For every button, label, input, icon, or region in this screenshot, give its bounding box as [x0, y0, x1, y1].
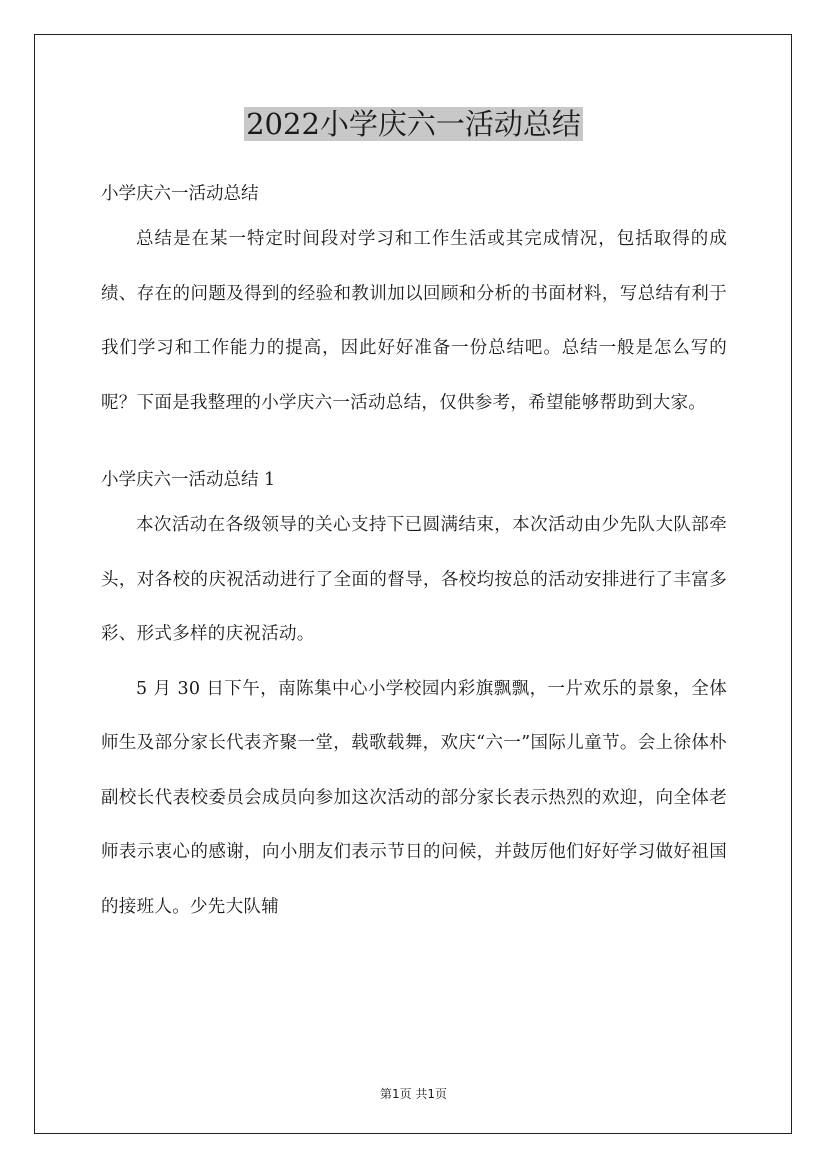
body-paragraph-1: 本次活动在各级领导的关心支持下已圆满结束，本次活动由少先队大队部牵头，对各校的庆祝活动进行了全面的督导，各校均按总的活动安排进行了丰富多彩、形式多样的庆祝活动。: [101, 515, 727, 644]
body-paragraph-2: 5 月 30 日下午，南陈集中心小学校园内彩旗飘飘，一片欢乐的景象，全体师生及部分家长代表齐聚一堂，载歌载舞，欢庆“六一”国际儿童节。会上徐体朴副校长代表校委员会成员向参加这次活动的部分家长表示热烈的欢迎，向全体老师表示衷心的感谢，向小朋友们表示节日的问候，并鼓厉他们好好学习做好祖国的接班人。少先大队辅: [101, 678, 727, 917]
section-heading-1: 小学庆六一活动总结 1: [101, 470, 276, 490]
document-title-text: 2022小学庆六一活动总结: [246, 107, 581, 141]
document-body: [101, 176, 727, 934]
intro-paragraph: 总结是在某一特定时间段对学习和工作生活或其完成情况，包括取得的成绩、存在的问题及得到的经验和教训加以回顾和分析的书面材料，写总结有利于我们学习和工作能力的提高，因此好好准备一份总结吧。总结一般是怎么写的呢？下面是我整理的小学庆六一活动总结，仅供参考，希望能够帮助到大家。: [101, 229, 727, 413]
section-gap: [101, 430, 727, 462]
section-heading-intro: 小学庆六一活动总结: [101, 184, 259, 204]
document-title: [0, 104, 827, 144]
page-footer: 第1页 共1页: [379, 1087, 448, 1101]
